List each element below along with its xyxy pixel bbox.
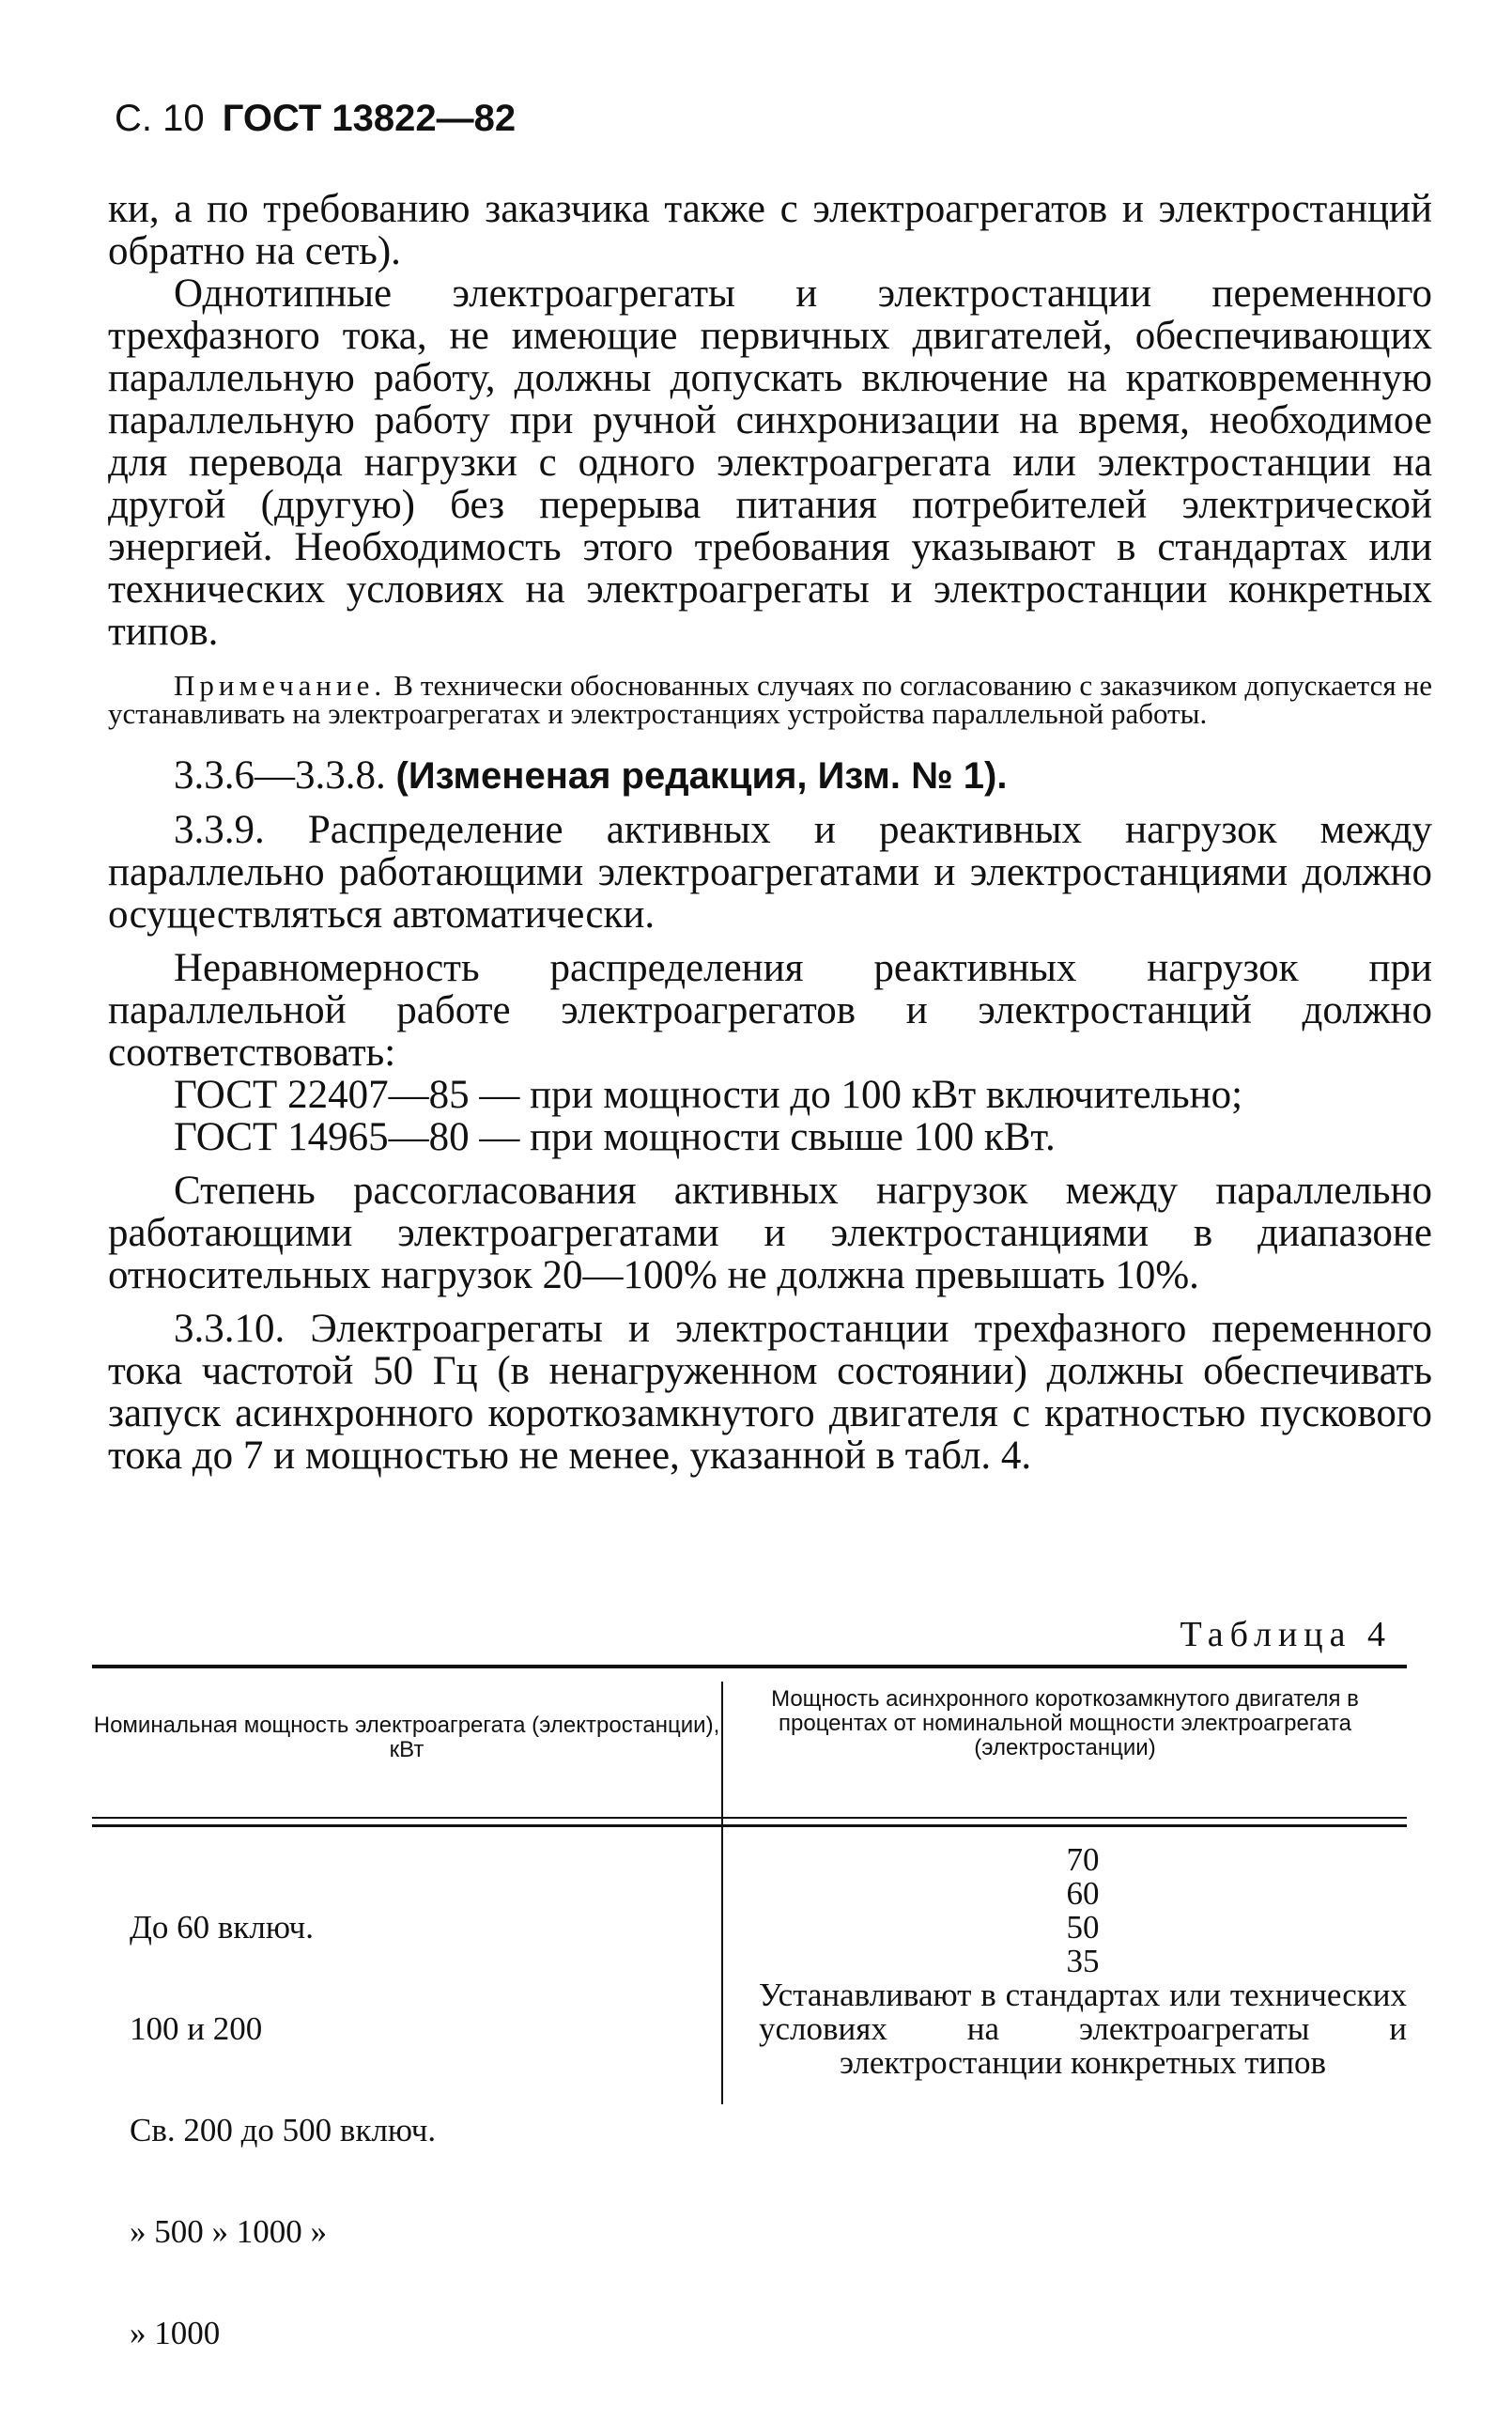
standard-ref-1: ГОСТ 22407—85 — при мощности до 100 кВт включительно; bbox=[174, 1073, 1243, 1117]
paragraph-active-mismatch: Степень рассогласования активных нагрузок между параллельно работающими электроагрегатами и электростанциями в диапазоне относительных нагрузок 20—100% не должна превышать 10%. bbox=[108, 1169, 1432, 1297]
table-cell-power: » 1000 bbox=[130, 2315, 221, 2351]
standard-ref-2: ГОСТ 14965—80 — при мощности свыше 100 кВт. bbox=[174, 1115, 1056, 1159]
standard-code: ГОСТ 13822—82 bbox=[222, 98, 517, 139]
table-cell-percent: 70 bbox=[1066, 1841, 1100, 1878]
page-header bbox=[115, 98, 516, 140]
table-cell-percent: 50 bbox=[1066, 1909, 1100, 1946]
note-text: В технически обоснованных случаях по согласованию с заказчиком допускается не устанавливать на электроагрегатах и электростанциях устройства параллельной работы. bbox=[108, 669, 1432, 730]
page-number: С. 10 bbox=[115, 98, 205, 139]
table-cell-power: Св. 200 до 500 включ. bbox=[130, 2112, 437, 2148]
table-caption: Таблица 4 bbox=[1180, 1615, 1392, 1654]
paragraph-reactive-unevenness: Неравномерность распределения реактивных нагрузок при параллельной работе электроагрегатов и электростанций должно соответствовать: bbox=[108, 946, 1432, 1075]
clause-3-3-9: 3.3.9. Распределение активных и реактивных нагрузок между параллельно работающими электроагрегатами и электростанциями должно осуществляться автоматически. bbox=[108, 808, 1432, 937]
amendment-line bbox=[108, 754, 1432, 798]
table-column-percent bbox=[759, 1843, 1407, 2080]
paragraph-continuation: ки, а по требованию заказчика также с электроагрегатов и электростанций обратно на сеть). bbox=[108, 187, 1432, 273]
amendment-ref: 3.3.6—3.3.8. bbox=[174, 753, 386, 798]
paragraph-parallel-switching: Однотипные электроагрегаты и электростанции переменного трехфазного тока, не имеющие первичных двигателей, обеспечивающих параллельную работу, должны допускать включение на кратковременную параллельную работу при ручной синхронизации на время, необходимое для перевода нагрузки с одного электроагрегата или электростанции на другой (другую) без перерыва питания потребителей электрической энергией. Необходимость этого требования указывают в стандартах или технических условиях на электроагрегаты и электростанции конкретных типов. bbox=[108, 271, 1432, 654]
table-header-rule-2 bbox=[92, 1824, 1407, 1827]
clause-3-3-10: 3.3.10. Электроагрегаты и электростанции трехфазного переменного тока частотой 50 Гц (в ненагруженном состоянии) должны обеспечивать запуск асинхронного короткозамкнутого двигателя с кратностью пускового тока до 7 и мощностью не менее, указанной в табл. 4. bbox=[108, 1307, 1432, 1478]
table-header-rule-1 bbox=[92, 1817, 1407, 1819]
body-text bbox=[108, 188, 1432, 1477]
table-header-power: Номинальная мощность электроагрегата (электростанции), кВт bbox=[93, 1713, 720, 1762]
table-cell-percent: 35 bbox=[1066, 1943, 1100, 1979]
note bbox=[108, 669, 1432, 730]
table-column-power bbox=[130, 1843, 436, 2418]
table-header-motor-percent: Мощность асинхронного короткозамкнутого двигателя в процентах от номинальной мощности электроагрегата (электростанции) bbox=[771, 1686, 1359, 1760]
table-cell-power: » 500 » 1000 » bbox=[130, 2213, 327, 2250]
amendment-text: (Измененая редакция, Изм. № 1). bbox=[395, 755, 1008, 797]
table-4 bbox=[92, 1665, 1407, 2351]
table-cell-percent: Устанавливают в стандартах или технических условиях на электроагрегаты и электростанции конкретных типов bbox=[759, 1977, 1407, 2081]
table-top-rule bbox=[92, 1665, 1407, 1668]
table-cell-power: 100 и 200 bbox=[130, 2010, 263, 2047]
table-cell-power: До 60 включ. bbox=[130, 1909, 315, 1946]
note-label: Примечание. bbox=[174, 669, 387, 702]
table-cell-percent: 60 bbox=[1066, 1875, 1100, 1912]
